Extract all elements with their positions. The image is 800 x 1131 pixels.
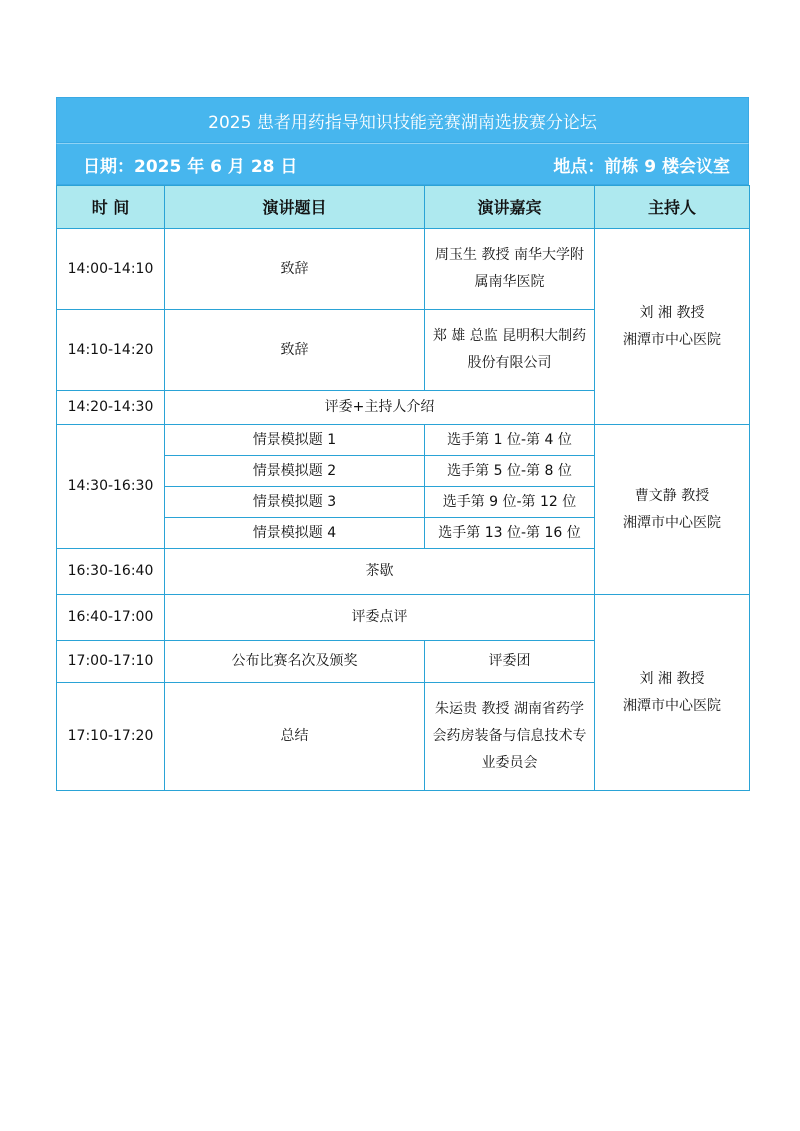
host-cell (595, 425, 750, 595)
speaker-cell: 选手第 9 位-第 12 位 (425, 487, 595, 518)
topic-cell: 情景模拟题 3 (165, 487, 425, 518)
topic-cell: 情景模拟题 1 (165, 425, 425, 456)
speaker-cell: 选手第 1 位-第 4 位 (425, 425, 595, 456)
host-affiliation: 湘潭市中心医院 (623, 697, 721, 714)
topic-cell: 情景模拟题 4 (165, 518, 425, 549)
topic-cell: 评委点评 (165, 595, 595, 641)
time-cell: 14:20-14:30 (57, 391, 165, 425)
event-date: 日期：2025 年 6 月 28 日 (83, 156, 298, 177)
info-bar (56, 143, 749, 185)
host-name: 刘 湘 教授 (639, 304, 705, 321)
time-cell: 14:00-14:10 (57, 229, 165, 310)
speaker-cell: 郑 雄 总监 昆明积大制药股份有限公司 (425, 310, 595, 391)
schedule-sheet (56, 97, 749, 791)
speaker-cell: 评委团 (425, 641, 595, 683)
topic-cell: 公布比赛名次及颁奖 (165, 641, 425, 683)
header-speaker: 演讲嘉宾 (425, 186, 595, 229)
speaker-cell: 选手第 13 位-第 16 位 (425, 518, 595, 549)
speaker-cell: 选手第 5 位-第 8 位 (425, 456, 595, 487)
table-row (57, 595, 750, 641)
topic-cell: 致辞 (165, 310, 425, 391)
header-host: 主持人 (595, 186, 750, 229)
time-cell: 16:40-17:00 (57, 595, 165, 641)
host-cell (595, 229, 750, 425)
event-location: 地点：前栋 9 楼会议室 (553, 156, 730, 177)
time-cell: 14:10-14:20 (57, 310, 165, 391)
topic-cell: 情景模拟题 2 (165, 456, 425, 487)
time-cell: 14:30-16:30 (57, 425, 165, 549)
topic-cell: 茶歇 (165, 549, 595, 595)
time-cell: 17:10-17:20 (57, 683, 165, 791)
time-cell: 16:30-16:40 (57, 549, 165, 595)
header-topic: 演讲题目 (165, 186, 425, 229)
time-cell: 17:00-17:10 (57, 641, 165, 683)
topic-cell: 总结 (165, 683, 425, 791)
header-row (57, 186, 750, 229)
topic-cell: 致辞 (165, 229, 425, 310)
table-row (57, 425, 750, 456)
speaker-cell: 周玉生 教授 南华大学附属南华医院 (425, 229, 595, 310)
host-name: 曹文静 教授 (634, 487, 710, 504)
topic-cell: 评委+主持人介绍 (165, 391, 595, 425)
event-title: 2025 患者用药指导知识技能竞赛湖南选拔赛分论坛 (56, 97, 749, 143)
schedule-table (56, 185, 750, 791)
host-affiliation: 湘潭市中心医院 (623, 331, 721, 348)
table-row (57, 229, 750, 310)
host-name: 刘 湘 教授 (639, 670, 705, 687)
header-time: 时 间 (57, 186, 165, 229)
host-cell (595, 595, 750, 791)
host-affiliation: 湘潭市中心医院 (623, 514, 721, 531)
speaker-cell: 朱运贵 教授 湖南省药学会药房装备与信息技术专业委员会 (425, 683, 595, 791)
